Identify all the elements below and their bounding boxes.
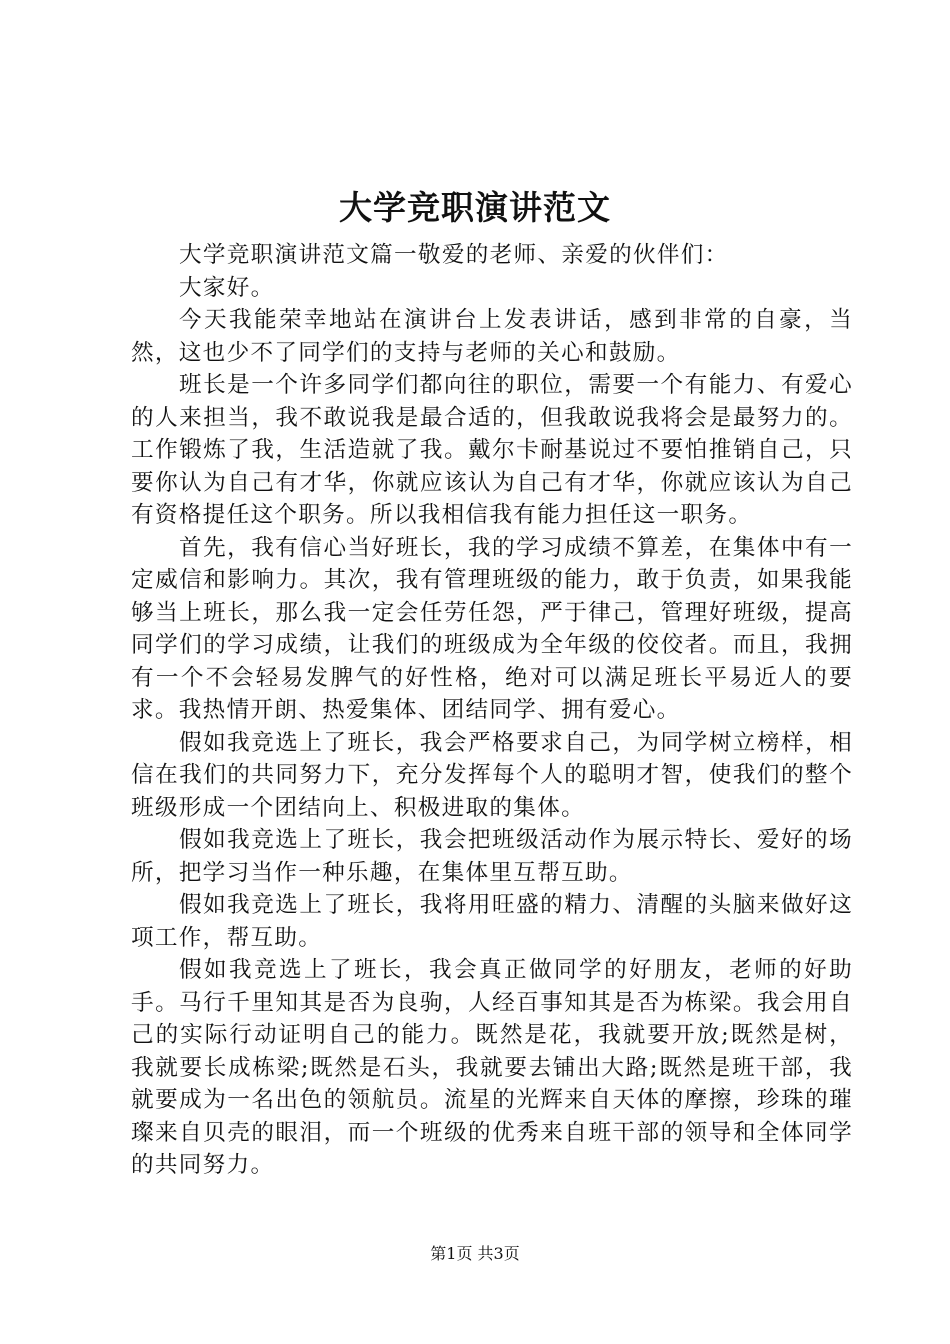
document-body	[131, 239, 853, 1182]
paragraph: 今天我能荣幸地站在演讲台上发表讲话，感到非常的自豪，当然，这也少不了同学们的支持与老师的关心和鼓励。	[131, 307, 853, 366]
paragraph: 假如我竞选上了班长，我会严格要求自己，为同学树立榜样，相信在我们的共同努力下，充分发挥每个人的聪明才智，使我们的整个班级形成一个团结向上、积极进取的集体。	[131, 729, 853, 821]
paragraph: 大学竞职演讲范文篇一敬爱的老师、亲爱的伙伴们：	[179, 242, 729, 268]
document-title: 大学竞职演讲范文	[339, 188, 611, 227]
paragraph: 大家好。	[179, 274, 275, 301]
paragraph: 班长是一个许多同学们都向往的职位，需要一个有能力、有爱心的人来担当，我不敢说我是最合适的，但我敢说我将会是最努力的。工作锻炼了我，生活造就了我。戴尔卡耐基说过不要怕推销自己，只要你认为自己有才华，你就应该认为自己有才华，你就应该认为自己有资格提任这个职务。所以我相信我有能力担任这一职务。	[131, 372, 853, 528]
paragraph: 假如我竞选上了班长，我会真正做同学的好朋友，老师的好助手。马行千里知其是否为良驹，人经百事知其是否为栋梁。我会用自己的实际行动证明自己的能力。既然是花，我就要开放;既然是树，我就要长成栋梁;既然是石头，我就要去铺出大路;既然是班干部，我就要成为一名出色的领航员。流星的光辉来自天体的摩擦，珍珠的璀璨来自贝壳的眼泪，而一个班级的优秀来自班干部的领导和全体同学的共同努力。	[131, 957, 853, 1178]
paragraph: 假如我竞选上了班长，我会把班级活动作为展示特长、爱好的场所，把学习当作一种乐趣，在集体里互帮互助。	[131, 827, 853, 886]
paragraph: 假如我竞选上了班长，我将用旺盛的精力、清醒的头脑来做好这项工作，帮互助。	[131, 892, 853, 951]
page-footer: 第1页 共3页	[430, 1244, 520, 1263]
paragraph: 首先，我有信心当好班长，我的学习成绩不算差，在集体中有一定威信和影响力。其次，我有管理班级的能力，敢于负责，如果我能够当上班长，那么我一定会任劳任怨，严于律己，管理好班级，提高同学们的学习成绩，让我们的班级成为全年级的佼佼者。而且，我拥有一个不会轻易发脾气的好性格，绝对可以满足班长平易近人的要求。我热情开朗、热爱集体、团结同学、拥有爱心。	[131, 534, 853, 723]
